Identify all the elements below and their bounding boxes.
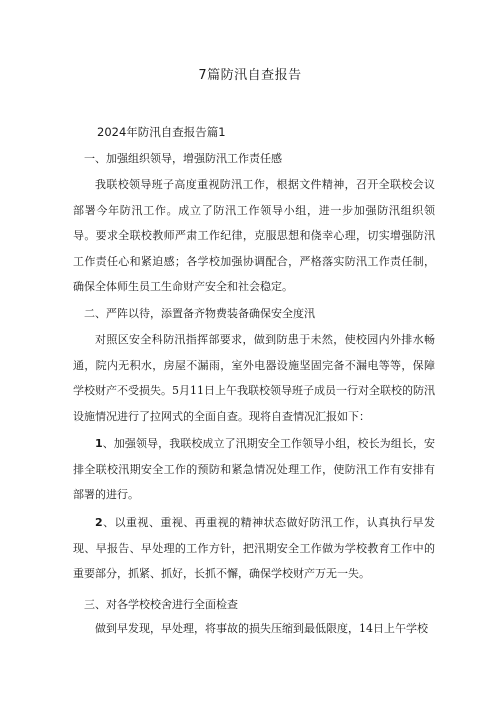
- heading-3: 三、对各学校校舍进行全面检查: [84, 598, 238, 611]
- document-title: 7篇防汛自查报告: [198, 68, 302, 83]
- section-title: 2024年防汛自查报告篇1: [97, 125, 226, 139]
- paragraph-3-text: 、加强领导，我联校成立了汛期安全工作领导小组，校长为组长，安排全联校汛期安全工作的预防和紧急情况处理工作，使防汛工作有安排有部署的进行。: [73, 437, 435, 501]
- paragraph-5: 做到早发现，早处理，将事故的损失压缩到最低限度，14日上午学校: [95, 622, 428, 635]
- paragraph-1: 我联校领导班子高度重视防汛工作，根据文件精神，召开全联校会议部署今年防汛工作。成立了防汛工作领导小组，进一步加强防汛组织领导。要求全联校教师严肃工作纪律，克服思想和侥幸心理，切实增强防汛工作责任心和紧迫感；各学校加强协调配合，严格落实防汛工作责任制，确保全体师生员工生命财产安全和社会稳定。: [73, 178, 435, 293]
- heading-2: 二、严阵以待，添置备齐物费装备确保安全度汛: [84, 307, 315, 320]
- paragraph-2: 对照区安全科防汛指挥部要求，做到防患于未然，使校园内外排水畅通，院内无积水，房屋不漏雨，室外电器设施坚固完备不漏电等等，保障学校财产不受损失。5月11日上午我联校领导班子成员一行对全联校的防汛设施情况进行了拉网式的全面自查。现将自查情况汇报如下：: [73, 333, 435, 423]
- item-number-2: 2: [95, 516, 103, 529]
- item-number-1: 1: [95, 437, 103, 450]
- paragraph-4: [73, 510, 435, 587]
- paragraph-3: [73, 431, 435, 508]
- paragraph-4-text: 、以重视、重视、再重视的精神状态做好防汛工作，认真执行早发现、早报告、早处理的工作方针，把汛期安全工作做为学校教育工作中的重要部分，抓紧、抓好，长抓不懈，确保学校财产万无一失。: [73, 516, 435, 580]
- heading-1: 一、加强组织领导，增强防汛工作责任感: [84, 152, 282, 165]
